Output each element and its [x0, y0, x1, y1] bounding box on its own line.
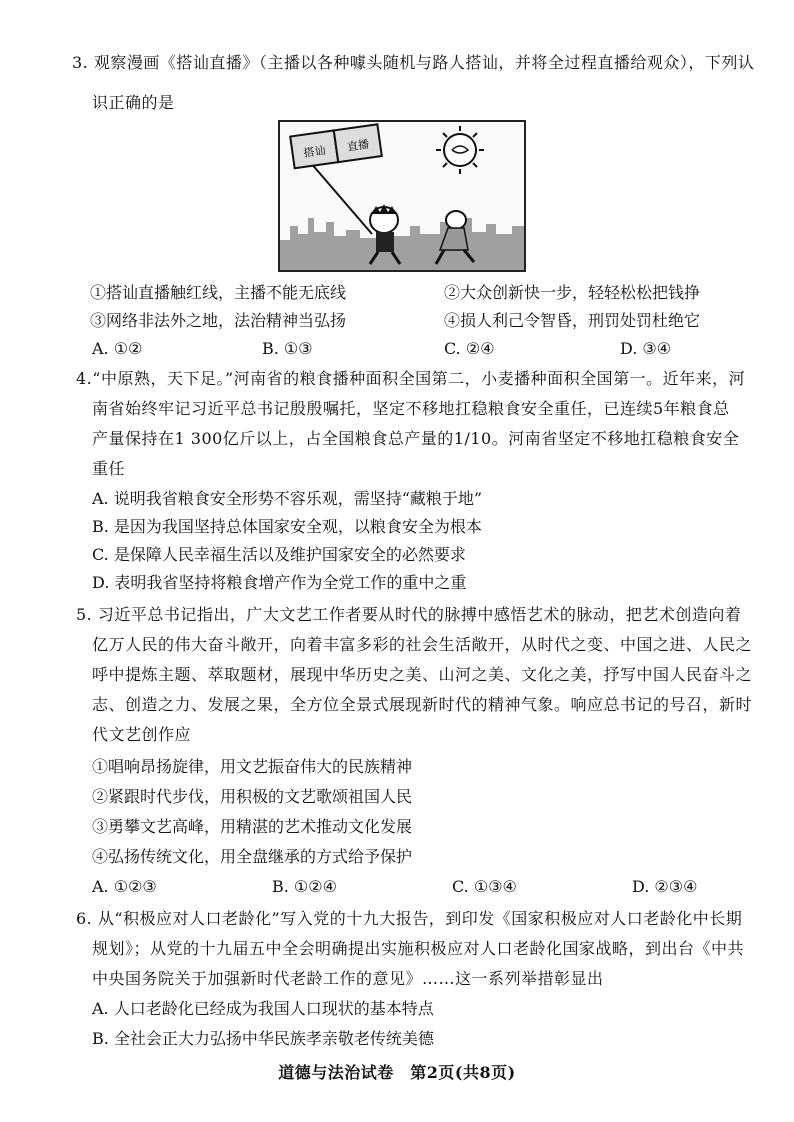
q3-stem-line-2: 识正确的是 — [92, 93, 175, 112]
selfie-stick — [310, 162, 372, 234]
q5-statement-3: ③勇攀文艺高峰，用精湛的艺术推动文化发展 — [92, 817, 413, 836]
q6-stem-line-2: 规划》；从党的十九届五中全会明确提出实施积极应对人口老龄化国家战略，到出台《中共 — [92, 939, 745, 958]
q4-stem-line-3: 产量保持在1 300亿斤以上，占全国粮食总产量的1/10。河南省坚定不移地扛稳粮食安全 — [92, 429, 740, 448]
q3-statement-2: ②大众创新快一步，轻轻松松把钱挣 — [444, 283, 701, 302]
q5-statement-1: ①唱响昂扬旋律，用文艺振奋伟大的民族精神 — [92, 757, 413, 776]
q3-option-c: C. ②④ — [444, 339, 495, 358]
q6-stem-line-1: 6. 从“积极应对人口老龄化”写入党的十九大报告，到印发《国家积极应对人口老龄化中长期 — [76, 909, 743, 928]
q3-statement-4: ④损人利己令智昏，刑罚处罚杜绝它 — [444, 311, 701, 330]
page-footer: 道德与法治试卷 第2页(共8页) — [278, 1063, 516, 1082]
phone-screen — [290, 124, 382, 168]
sun-icon — [436, 126, 484, 174]
q5-stem-line-1: 5. 习近平总书记指出，广大文艺工作者要从时代的脉搏中感悟艺术的脉动，把艺术创造向着 — [76, 605, 742, 624]
q6-option-b: B. 全社会正大力弘扬中华民族孝亲敬老传统美德 — [92, 1029, 434, 1048]
q4-option-c: C. 是保障人民幸福生活以及维护国家安全的必然要求 — [92, 545, 466, 564]
q4-stem-line-2: 南省始终牢记习近平总书记殷殷嘱托，坚定不移地扛稳粮食安全重任，已连续5年粮食总 — [92, 399, 730, 418]
q5-option-a: A. ①②③ — [92, 877, 157, 896]
q6-option-a: A. 人口老龄化已经成为我国人口现状的基本特点 — [92, 999, 434, 1018]
q3-option-b: B. ①③ — [262, 339, 313, 358]
q4-stem-line-4: 重任 — [92, 459, 126, 478]
q4-option-b: B. 是因为我国坚持总体国家安全观，以粮食安全为根本 — [92, 517, 482, 536]
q5-statement-4: ④弘扬传统文化，用全盘继承的方式给予保护 — [92, 847, 413, 866]
q5-stem-line-3: 呼中提炼主题、萃取题材，展现中华历史之美、山河之美、文化之美，抒写中国人民奋斗之 — [92, 665, 753, 684]
q3-stem-line-1: 3. 观察漫画《搭讪直播》（主播以各种噱头随机与路人搭讪，并将全过程直播给观众），下列认 — [72, 53, 755, 72]
q5-stem-line-2: 亿万人民的伟大奋斗敞开，向着丰富多彩的社会生活敞开，从时代之变、中国之进、人民之 — [92, 635, 753, 654]
q5-option-c: C. ①③④ — [452, 877, 517, 896]
q4-option-d: D. 表明我省坚持将粮食增产作为全党工作的重中之重 — [92, 573, 467, 592]
q5-option-d: D. ②③④ — [632, 877, 698, 896]
cartoon-drawing — [280, 122, 524, 270]
skyline-shape — [280, 218, 524, 270]
q3-statement-1: ①搭讪直播触红线，主播不能无底线 — [90, 283, 347, 302]
q5-statement-2: ②紧跟时代步伐，用积极的文艺歌颂祖国人民 — [92, 787, 413, 806]
q5-option-b: B. ①②④ — [272, 877, 337, 896]
q5-stem-line-5: 代文艺创作应 — [92, 725, 192, 744]
q4-stem-line-1: 4.“中原熟，天下足。”河南省的粮食播种面积全国第二，小麦播种面积全国第一。近年来，河 — [76, 369, 746, 388]
book-right-text: 直播 — [346, 137, 370, 154]
q4-option-a: A. 说明我省粮食安全形势不容乐观，需坚持“藏粮于地” — [92, 489, 483, 508]
book-left-text: 搭讪 — [302, 143, 327, 160]
q3-option-a: A. ①② — [92, 339, 143, 358]
q5-stem-line-4: 志、创造之力、发展之果，全方位全景式展现新时代的精神气象。响应总书记的号召，新时 — [92, 695, 753, 714]
cartoon-illustration — [278, 120, 526, 272]
q6-stem-line-3: 中央国务院关于加强新时代老龄工作的意见》……这一系列举措彰显出 — [92, 969, 604, 988]
q3-option-d: D. ③④ — [620, 339, 672, 358]
q3-statement-3: ③网络非法外之地，法治精神当弘扬 — [90, 311, 347, 330]
